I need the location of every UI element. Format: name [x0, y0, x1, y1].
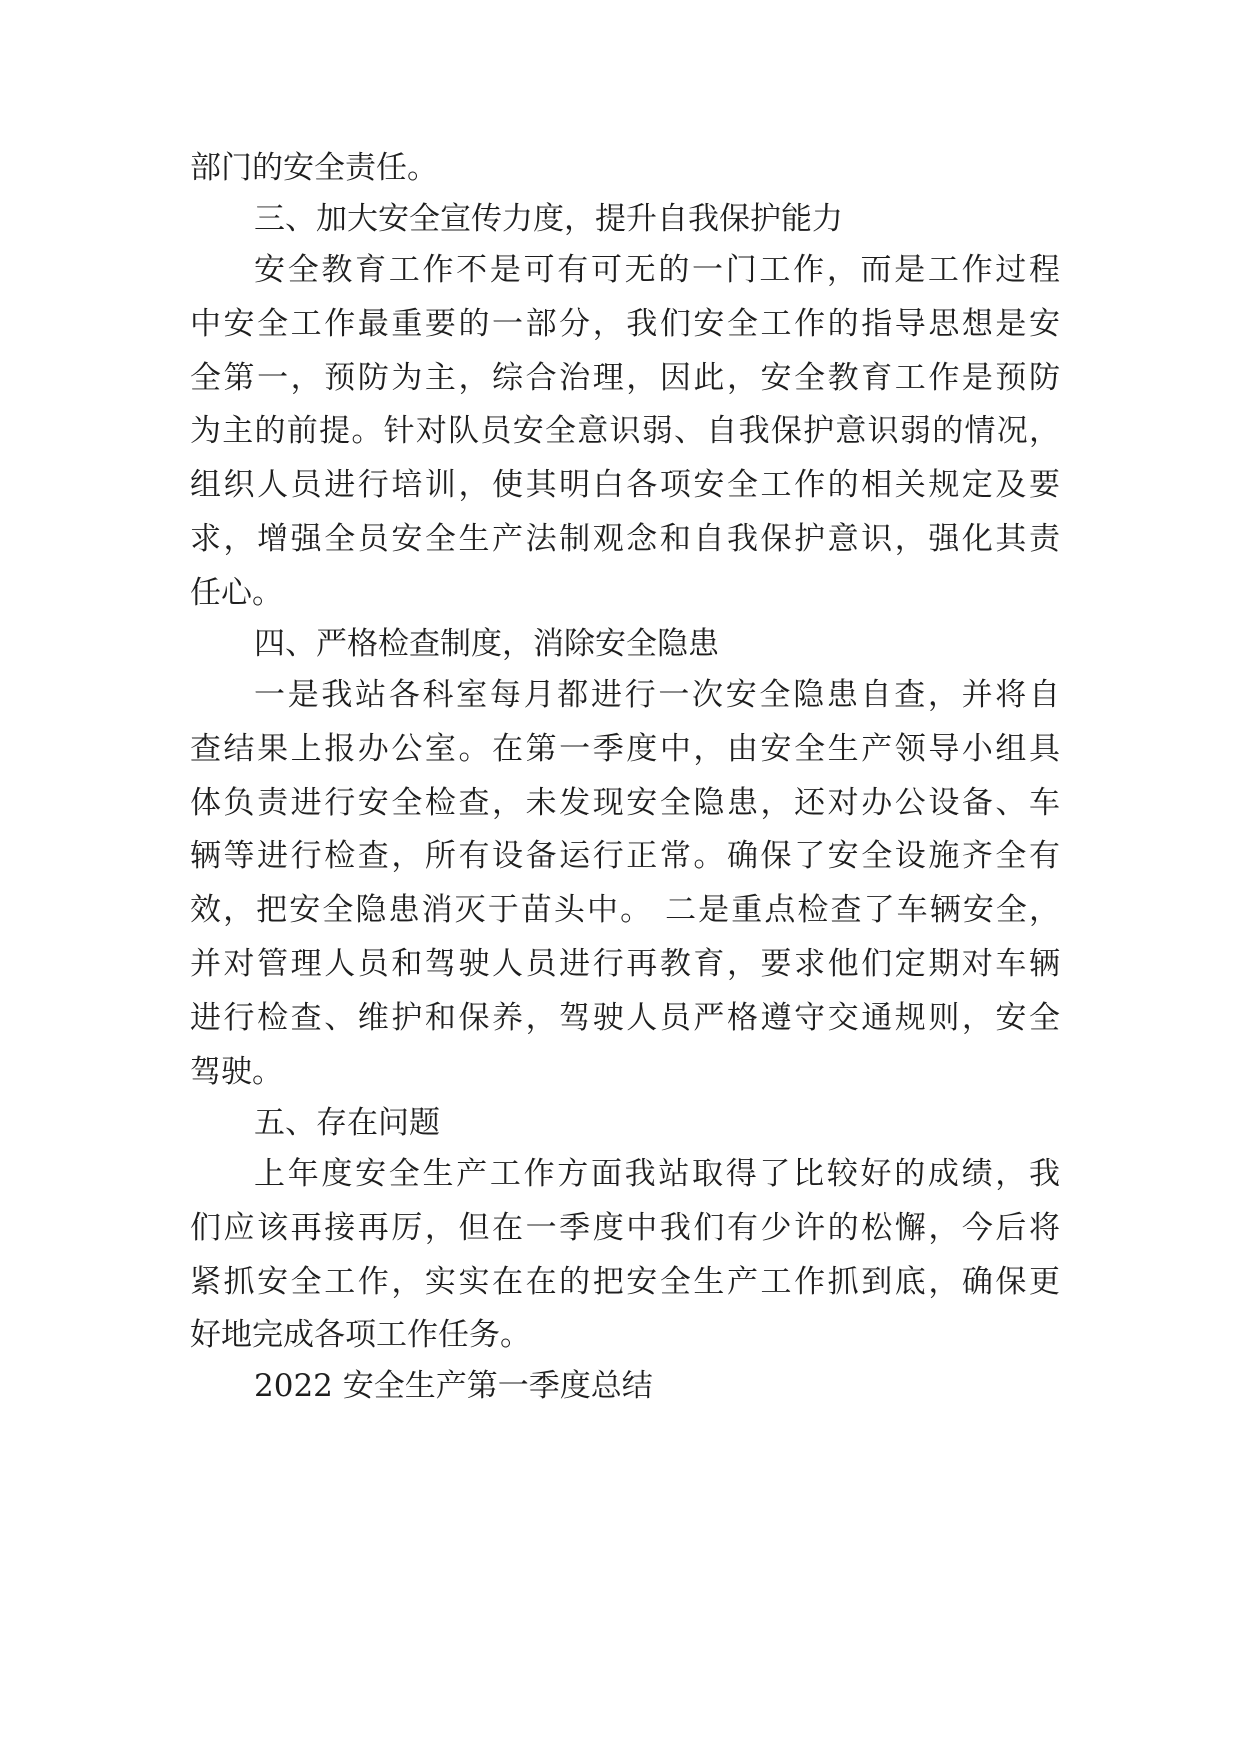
text-line: 体负责进行安全检查，未发现安全隐患，还对办公设备、车: [190, 785, 1060, 821]
document-title-line: 2022 安全生产第一季度总结: [254, 1368, 653, 1404]
text-line: 组织人员进行培训，使其明白各项安全工作的相关规定及要: [190, 467, 1060, 503]
text-line: 安全教育工作不是可有可无的一门工作，而是工作过程: [254, 252, 1060, 288]
text-line: 中安全工作最重要的一部分，我们安全工作的指导思想是安: [190, 306, 1060, 342]
text-line: 效，把安全隐患消灭于苗头中。 二是重点检查了车辆安全，: [190, 892, 1060, 928]
text-line: 紧抓安全工作，实实在在的把安全生产工作抓到底，确保更: [190, 1264, 1060, 1300]
text-line: 上年度安全生产工作方面我站取得了比较好的成绩，我: [254, 1156, 1060, 1192]
text-line: 驾驶。: [190, 1054, 283, 1090]
text-line: 部门的安全责任。: [190, 150, 438, 186]
text-line: 查结果上报办公室。在第一季度中，由安全生产领导小组具: [190, 731, 1060, 767]
section-heading: 五、存在问题: [254, 1105, 440, 1141]
text-line: 全第一，预防为主，综合治理，因此，安全教育工作是预防: [190, 360, 1060, 396]
text-line: 求，增强全员安全生产法制观念和自我保护意识，强化其责: [190, 521, 1060, 557]
section-heading: 三、加大安全宣传力度，提升自我保护能力: [254, 201, 843, 237]
text-line: 们应该再接再厉，但在一季度中我们有少许的松懈，今后将: [190, 1210, 1060, 1246]
section-heading: 四、严格检查制度，消除安全隐患: [254, 626, 719, 662]
text-line: 辆等进行检查，所有设备运行正常。确保了安全设施齐全有: [190, 838, 1060, 874]
text-line: 进行检查、维护和保养，驾驶人员严格遵守交通规则，安全: [190, 1000, 1060, 1036]
text-line: 为主的前提。针对队员安全意识弱、自我保护意识弱的情况，: [190, 413, 1060, 449]
text-line: 好地完成各项工作任务。: [190, 1317, 531, 1353]
text-line: 任心。: [190, 575, 283, 611]
text-line: 一是我站各科室每月都进行一次安全隐患自查，并将自: [254, 677, 1060, 713]
text-line: 并对管理人员和驾驶人员进行再教育，要求他们定期对车辆: [190, 946, 1060, 982]
